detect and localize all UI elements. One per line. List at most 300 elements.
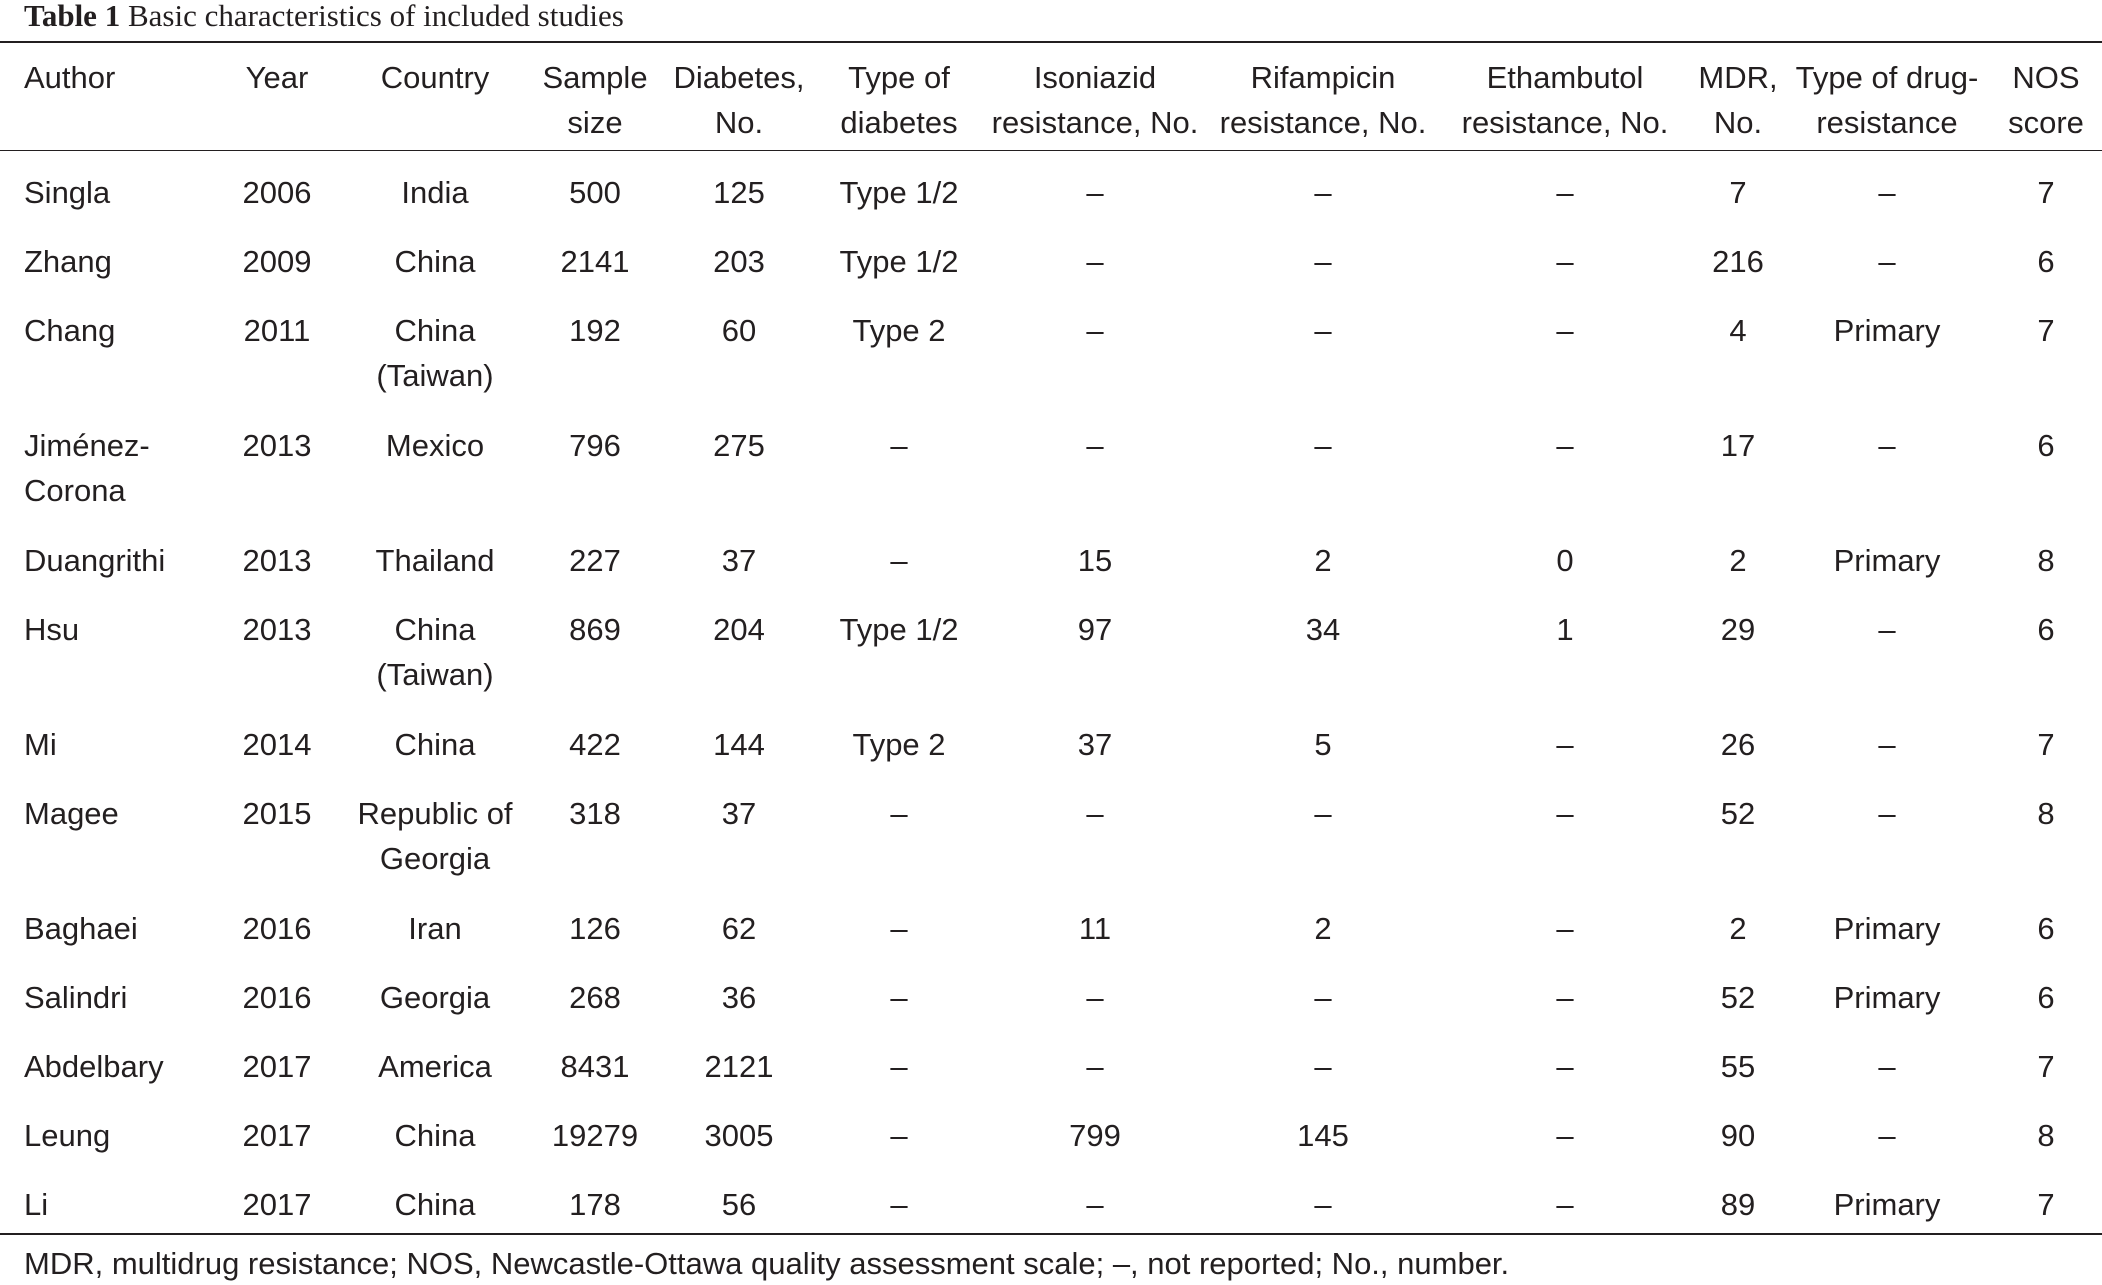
cell-text: Type 2 [852,727,946,762]
cell-rifampicin-resistance [1314,1044,1331,1089]
cell-text: – [1878,1118,1896,1153]
cell-text: China [394,612,476,647]
cell-text: – [1556,428,1574,463]
cell-text: Republic of [357,796,513,831]
cell-text: – [1556,1187,1574,1222]
column-header-line: NOS [2012,60,2080,95]
cell-diabetes-count [722,308,756,353]
cell-text: 2011 [243,313,311,348]
cell-ethambutol-resistance [1556,1113,1573,1158]
cell-text: 2013 [242,428,312,463]
column-header-rifampicin-resistance [1220,55,1427,145]
cell-sample-size [569,975,621,1020]
table-caption-text: Basic characteristics of included studies [127,0,624,33]
cell-year [243,906,312,951]
cell-rifampicin-resistance [1314,791,1331,836]
column-header-line: Diabetes, [673,60,805,95]
cell-diabetes-type [890,791,907,836]
cell-year [243,239,312,284]
cell-text: 90 [1720,1118,1756,1153]
cell-text: 7 [2037,1187,2055,1222]
cell-country [376,538,495,583]
cell-rifampicin-resistance [1314,1182,1331,1227]
cell-year [243,1113,312,1158]
column-header-line: Isoniazid [1033,60,1157,95]
cell-rifampicin-resistance [1314,975,1331,1020]
cell-text: 3005 [704,1118,774,1153]
cell-author [24,239,112,284]
cell-ethambutol-resistance [1556,1182,1573,1227]
cell-drug-resistance-type [1878,239,1895,284]
cell-country [408,906,461,951]
cell-text: Duangrithi [24,543,166,578]
cell-text: 318 [569,796,621,831]
cell-mdr-count [1721,975,1755,1020]
cell-diabetes-count [705,1113,774,1158]
cell-text: Corona [24,473,126,508]
cell-drug-resistance-type [1834,975,1941,1020]
column-header-isoniazid-resistance [992,55,1199,145]
cell-text: 2016 [242,980,312,1015]
cell-drug-resistance-type [1878,1044,1895,1089]
cell-text: 55 [1720,1049,1756,1084]
cell-text: – [1314,980,1332,1015]
cell-rifampicin-resistance [1314,722,1331,767]
cell-ethambutol-resistance [1556,906,1573,951]
cell-text: – [1314,244,1332,279]
cell-text: – [1556,980,1574,1015]
cell-sample-size [569,170,621,215]
cell-diabetes-count [713,607,765,652]
cell-country [401,170,468,215]
cell-nos-score [2037,722,2054,767]
cell-text: – [1556,175,1574,210]
cell-text: 8 [2037,543,2055,578]
cell-text: Salindri [24,980,128,1015]
cell-text: – [890,1187,908,1222]
column-header-line: resistance [1816,105,1958,140]
cell-text: Georgia [379,980,491,1015]
cell-text: – [1086,796,1104,831]
cell-author [24,722,57,767]
cell-text: – [1086,175,1104,210]
cell-text: Singla [24,175,111,210]
cell-text: 29 [1720,612,1756,647]
cell-nos-score [2037,607,2054,652]
cell-rifampicin-resistance [1297,1113,1349,1158]
cell-country [395,722,476,767]
cell-diabetes-count [713,722,765,767]
table-header-rule [0,150,2102,151]
cell-text: 6 [2037,980,2055,1015]
cell-text: 2 [1314,911,1332,946]
cell-drug-resistance-type [1834,906,1941,951]
cell-year [243,975,312,1020]
cell-diabetes-count [722,791,756,836]
cell-country [395,1113,476,1158]
cell-diabetes-count [713,170,765,215]
cell-author [24,1113,110,1158]
cell-text: 2009 [242,244,312,279]
cell-diabetes-type [852,308,945,353]
cell-text: Primary [1833,911,1941,946]
cell-mdr-count [1729,170,1746,215]
cell-text: – [1086,980,1104,1015]
cell-text: – [890,1049,908,1084]
column-header-ethambutol-resistance [1462,55,1669,145]
cell-year [243,170,312,215]
column-header-line: Rifampicin [1250,60,1396,95]
cell-text: 204 [713,612,765,647]
cell-text: Hsu [24,612,80,647]
cell-text: – [1086,313,1104,348]
cell-text: 500 [569,175,621,210]
cell-text: – [1878,244,1896,279]
cell-year [243,1044,312,1089]
cell-text: 60 [721,313,757,348]
cell-text: – [890,1118,908,1153]
cell-drug-resistance-type [1834,308,1941,353]
cell-text: India [401,175,469,210]
cell-text: 89 [1720,1187,1756,1222]
cell-text: 15 [1077,543,1113,578]
cell-drug-resistance-type [1878,170,1895,215]
cell-sample-size [552,1113,638,1158]
cell-text: Thailand [375,543,495,578]
cell-text: 52 [1720,980,1756,1015]
cell-text: 796 [569,428,621,463]
cell-mdr-count [1721,1182,1755,1227]
cell-text: 8 [2037,796,2055,831]
cell-ethambutol-resistance [1556,308,1573,353]
cell-text: 2 [1729,543,1747,578]
cell-sample-size [569,607,621,652]
cell-text: 52 [1720,796,1756,831]
cell-text: 2 [1314,543,1332,578]
cell-text: Chang [24,313,116,348]
cell-text: China [394,727,476,762]
cell-text: 1 [1556,612,1574,647]
cell-text: 125 [713,175,765,210]
cell-text: 6 [2037,612,2055,647]
column-header-line: No. [1713,105,1763,140]
table-footnote: MDR, multidrug resistance; NOS, Newcastle-Ottawa quality assessment scale; –, not reported; No., number. [24,1246,1510,1281]
cell-mdr-count [1729,906,1746,951]
column-header-mdr-count [1698,55,1777,145]
cell-diabetes-count [705,1044,774,1089]
cell-text: 227 [569,543,621,578]
cell-diabetes-type [890,423,907,468]
cell-text: – [1086,1187,1104,1222]
cell-drug-resistance-type [1834,538,1941,583]
cell-author [24,1044,164,1089]
cell-text: – [890,980,908,1015]
cell-text: 6 [2037,428,2055,463]
column-header-line: resistance, No. [1461,105,1669,140]
cell-diabetes-type [890,1113,907,1158]
cell-drug-resistance-type [1878,722,1895,767]
cell-text: 62 [721,911,757,946]
cell-text: 8 [2037,1118,2055,1153]
cell-text: Type 1/2 [839,244,959,279]
cell-text: 19279 [551,1118,639,1153]
column-header-line: diabetes [840,105,958,140]
column-header-line: score [2008,105,2084,140]
cell-text: China [394,244,476,279]
cell-text: 2 [1729,911,1747,946]
cell-country [357,791,512,881]
cell-nos-score [2037,308,2054,353]
cell-diabetes-type [890,1044,907,1089]
cell-text: 37 [1077,727,1113,762]
cell-author [24,975,127,1020]
cell-diabetes-count [722,1182,756,1227]
cell-year [244,308,311,353]
cell-text: 2015 [242,796,312,831]
cell-diabetes-type [840,239,959,284]
cell-nos-score [2037,170,2054,215]
cell-author [24,170,110,215]
cell-author [24,607,79,652]
cell-text: Type 2 [852,313,946,348]
cell-mdr-count [1712,239,1764,284]
cell-rifampicin-resistance [1314,538,1331,583]
cell-text: 97 [1077,612,1113,647]
column-header-line: Type of drug- [1795,60,1979,95]
cell-mdr-count [1721,423,1755,468]
cell-text: 2121 [704,1049,774,1084]
cell-nos-score [2037,791,2054,836]
cell-country [380,975,490,1020]
cell-text: – [1556,1118,1574,1153]
table-top-rule [0,41,2102,43]
cell-text: 2017 [242,1187,312,1222]
cell-text: – [1878,796,1896,831]
cell-text: 145 [1297,1118,1349,1153]
cell-isoniazid-resistance [1086,1044,1103,1089]
cell-text: 2016 [242,911,312,946]
cell-diabetes-type [852,722,945,767]
cell-text: Zhang [24,244,112,279]
cell-sample-size [561,239,630,284]
cell-isoniazid-resistance [1079,906,1111,951]
cell-text: (Taiwan) [376,358,494,393]
cell-text: – [890,543,908,578]
cell-author [24,791,119,836]
column-header-line: resistance, No. [991,105,1199,140]
cell-text: – [1314,796,1332,831]
cell-text: Primary [1833,980,1941,1015]
cell-mdr-count [1721,791,1755,836]
cell-mdr-count [1721,1044,1755,1089]
cell-nos-score [2037,1182,2054,1227]
cell-text: 11 [1078,911,1112,946]
cell-country [376,607,493,697]
cell-mdr-count [1721,722,1755,767]
cell-rifampicin-resistance [1314,906,1331,951]
column-header-line: size [567,105,623,140]
cell-diabetes-type [840,170,959,215]
cell-isoniazid-resistance [1086,791,1103,836]
cell-nos-score [2037,1113,2054,1158]
cell-author [24,1182,48,1227]
cell-diabetes-type [840,607,959,652]
cell-drug-resistance-type [1878,423,1895,468]
cell-text: 268 [569,980,621,1015]
cell-nos-score [2037,1044,2054,1089]
cell-text: (Taiwan) [376,657,494,692]
cell-year [243,1182,312,1227]
cell-nos-score [2037,239,2054,284]
cell-isoniazid-resistance [1069,1113,1121,1158]
column-header-line: Ethambutol [1486,60,1644,95]
column-header-line: No. [714,105,764,140]
cell-mdr-count [1721,607,1755,652]
cell-diabetes-type [890,1182,907,1227]
cell-text: 869 [569,612,621,647]
cell-text: Li [24,1187,49,1222]
cell-text: – [1314,428,1332,463]
cell-text: Mi [24,727,57,762]
table-caption-label: Table 1 [24,0,121,33]
cell-text: – [1086,244,1104,279]
cell-text: Abdelbary [24,1049,164,1084]
cell-text: 2141 [560,244,630,279]
column-header-line: Type of [848,60,950,95]
cell-text: Type 1/2 [839,612,959,647]
cell-text: – [1878,175,1896,210]
cell-year [243,538,312,583]
column-header-drug-resistance-type [1796,55,1979,145]
cell-drug-resistance-type [1878,607,1895,652]
cell-text: – [1314,175,1332,210]
cell-diabetes-type [890,975,907,1020]
cell-text: – [1878,428,1896,463]
column-header-line: Author [24,60,116,95]
cell-country [386,423,484,468]
cell-text: Leung [24,1118,111,1153]
cell-text: – [1314,1049,1332,1084]
cell-text: 422 [569,727,621,762]
column-header-line: MDR, [1698,60,1778,95]
cell-mdr-count [1729,308,1746,353]
cell-isoniazid-resistance [1078,722,1112,767]
cell-sample-size [569,423,621,468]
cell-sample-size [561,1044,630,1089]
cell-text: – [1878,1049,1896,1084]
cell-text: 7 [2037,1049,2055,1084]
cell-author [24,308,115,353]
cell-text: – [890,911,908,946]
column-header-sample-size [542,55,647,145]
cell-text: Primary [1833,1187,1941,1222]
cell-text: – [1556,1049,1574,1084]
cell-rifampicin-resistance [1314,170,1331,215]
cell-text: – [1314,313,1332,348]
cell-rifampicin-resistance [1306,607,1340,652]
cell-author [24,538,165,583]
cell-text: 34 [1305,612,1341,647]
column-header-diabetes-count [674,55,805,145]
cell-text: – [1556,911,1574,946]
cell-rifampicin-resistance [1314,423,1331,468]
column-header-year [246,55,309,100]
cell-ethambutol-resistance [1556,239,1573,284]
cell-text: 37 [721,543,757,578]
cell-text: – [1086,428,1104,463]
cell-mdr-count [1729,538,1746,583]
cell-text: 2013 [242,543,312,578]
column-header-line: Country [380,60,490,95]
cell-country [376,308,493,398]
cell-isoniazid-resistance [1078,538,1112,583]
cell-diabetes-count [722,538,756,583]
cell-text: China [394,1187,476,1222]
cell-text: Type 1/2 [839,175,959,210]
cell-isoniazid-resistance [1078,607,1112,652]
cell-ethambutol-resistance [1556,607,1573,652]
cell-year [243,607,312,652]
cell-nos-score [2037,423,2054,468]
cell-nos-score [2037,906,2054,951]
cell-text: 203 [713,244,765,279]
cell-year [243,423,312,468]
cell-diabetes-type [890,906,907,951]
cell-text: – [1556,727,1574,762]
cell-country [378,1044,492,1089]
cell-text: Jiménez- [24,428,150,463]
column-header-author [24,55,115,100]
cell-sample-size [569,906,621,951]
cell-isoniazid-resistance [1086,308,1103,353]
cell-text: 144 [713,727,765,762]
cell-text: – [1086,1049,1104,1084]
cell-text: 799 [1069,1118,1121,1153]
cell-text: – [1314,1187,1332,1222]
cell-ethambutol-resistance [1556,538,1573,583]
cell-author [24,906,138,951]
cell-text: 2013 [242,612,312,647]
cell-sample-size [569,1182,621,1227]
cell-sample-size [569,308,621,353]
cell-text: 2017 [242,1049,312,1084]
cell-text: 5 [1314,727,1332,762]
cell-author [24,423,150,513]
cell-text: Georgia [379,841,491,876]
cell-text: 26 [1720,727,1756,762]
column-header-line: Sample [542,60,648,95]
cell-text: – [1556,796,1574,831]
column-header-country [381,55,490,100]
cell-ethambutol-resistance [1556,170,1573,215]
cell-isoniazid-resistance [1086,423,1103,468]
cell-text: 275 [713,428,765,463]
column-header-nos-score [2008,55,2084,145]
cell-diabetes-type [890,538,907,583]
cell-country [395,1182,476,1227]
column-header-diabetes-type [840,55,957,145]
cell-text: 4 [1729,313,1747,348]
cell-drug-resistance-type [1878,1113,1895,1158]
cell-ethambutol-resistance [1556,791,1573,836]
cell-text: 178 [569,1187,621,1222]
cell-text: 6 [2037,244,2055,279]
cell-text: Primary [1833,543,1941,578]
cell-text: 6 [2037,911,2055,946]
cell-text: 7 [2037,175,2055,210]
cell-text: 56 [721,1187,757,1222]
cell-nos-score [2037,538,2054,583]
